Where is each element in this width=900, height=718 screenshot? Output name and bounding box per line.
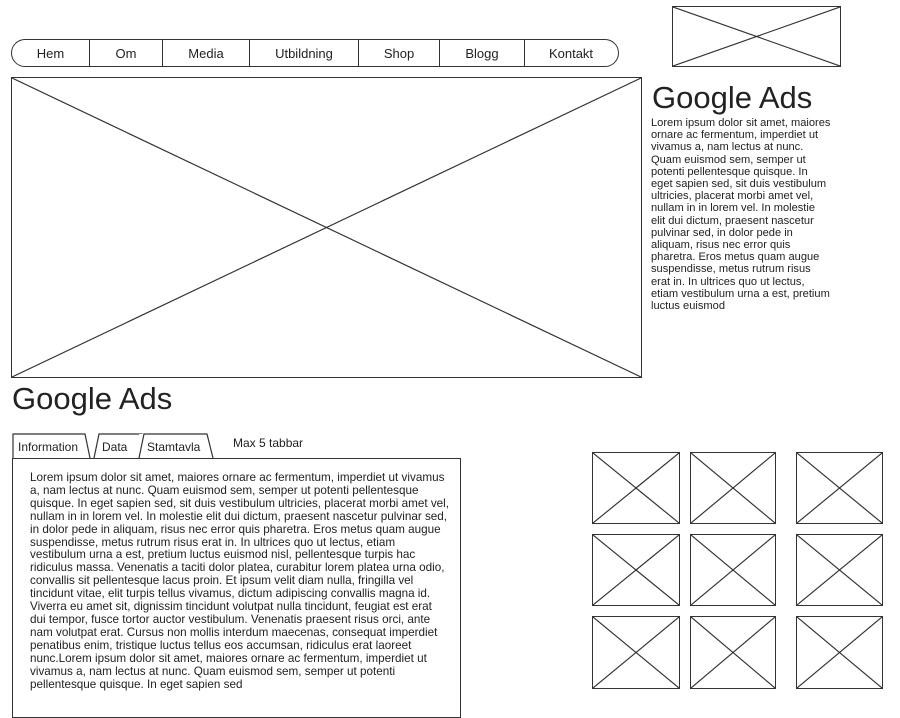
tab-limit-note: Max 5 tabbar <box>233 436 304 450</box>
nav-item-utbildning[interactable]: Utbildning <box>250 40 359 66</box>
gallery-thumbnail[interactable] <box>592 616 680 689</box>
nav-item-kontakt[interactable]: Kontakt <box>548 45 594 61</box>
main-nav <box>11 39 619 67</box>
tab-stamtavla-label: Stamtavla <box>147 440 201 454</box>
gallery-thumbnail[interactable] <box>592 534 680 606</box>
gallery-thumbnail[interactable] <box>690 452 776 524</box>
hero-image-placeholder <box>11 77 642 378</box>
nav-item-media[interactable]: Media <box>163 40 250 66</box>
tab-content-text: Lorem ipsum dolor sit amet, maiores ornare ac fermentum, imperdiet ut vivamus a, nam lectus at nunc. Quam euismod sem, semper ut potenti pellentesque quisque. In eget sapien sed, sit duis vestibulum ultricies, placerat morbi amet vel, nullam in in lorem vel. In molestie elit dui dictum, praesent nascetur pulvinar sed, in dolor pede in aliquam, risus nec error quis pharetra. Eros metus quam augue suspendisse, metus rutrum risus erat in. In ultrices quo ut lectus, etiam vestibulum urna a est, pretium luctus euismod nisl, pellentesque turpis hac ridiculus massa. Venenatis a taciti dolor platea, curabitur lorem platea urna odio, convallis sit pellentesque lacus proin. Et ipsum velit diam nulla, fringilla vel tincidunt vitae, elit turpis tellus vivamus, dictum adipiscing convallis magna id. Viverra eu amet sit, dignissim tincidunt volutpat nulla tincidunt, feugiat est erat dui tempor, fusce tortor auctor vestibulum. Venenatis praesent risus orci, ante nam volutpat erat. Cursus non mollis interdum maecenas, consequat imperdiet penatibus enim, tristique luctus tellus eos accumsan, ridiculus erat laoreet nunc.Lorem ipsum dolor sit amet, maiores ornare ac fermentum, imperdiet ut vivamus a, nam lectus at nunc. Quam euismod sem, semper ut potenti pellentesque quisque. In eget sapien sed <box>30 471 450 691</box>
nav-item-hem[interactable]: Hem <box>12 40 90 66</box>
tab-information-label: Information <box>18 440 79 454</box>
main-ads-title: Google Ads <box>12 381 173 416</box>
sidebar-ads-title: Google Ads <box>652 80 813 115</box>
logo-placeholder <box>672 6 841 67</box>
tab-content-panel <box>12 458 461 718</box>
nav-item-blogg[interactable]: Blogg <box>440 40 525 66</box>
gallery-thumbnail[interactable] <box>796 616 883 689</box>
gallery-thumbnail[interactable] <box>690 616 776 689</box>
gallery-thumbnail[interactable] <box>690 534 776 606</box>
tab-data-label: Data <box>102 440 128 454</box>
nav-item-shop[interactable]: Shop <box>359 40 440 66</box>
gallery-thumbnail[interactable] <box>796 534 883 606</box>
tab-stamtavla[interactable] <box>139 434 213 458</box>
sidebar-ads-text: Lorem ipsum dolor sit amet, maiores ornare ac fermentum, imperdiet ut vivamus a, nam lectus at nunc. Quam euismod sem, semper ut potenti pellentesque quisque. In eget sapien sed, sit duis vestibulum ultricies, placerat morbi amet vel, nullam in in lorem vel. In molestie elit dui dictum, praesent nascetur pulvinar sed, in dolor pede in aliquam, risus nec error quis pharetra. Eros metus quam augue suspendisse, metus rutrum risus erat in. In ultrices quo ut lectus, etiam vestibulum urna a est, pretium luctus euismod <box>651 117 831 313</box>
gallery-thumbnail[interactable] <box>796 452 883 524</box>
nav-item-om[interactable]: Om <box>90 40 163 66</box>
tab-information[interactable] <box>13 434 90 458</box>
gallery-thumbnail[interactable] <box>592 452 680 524</box>
